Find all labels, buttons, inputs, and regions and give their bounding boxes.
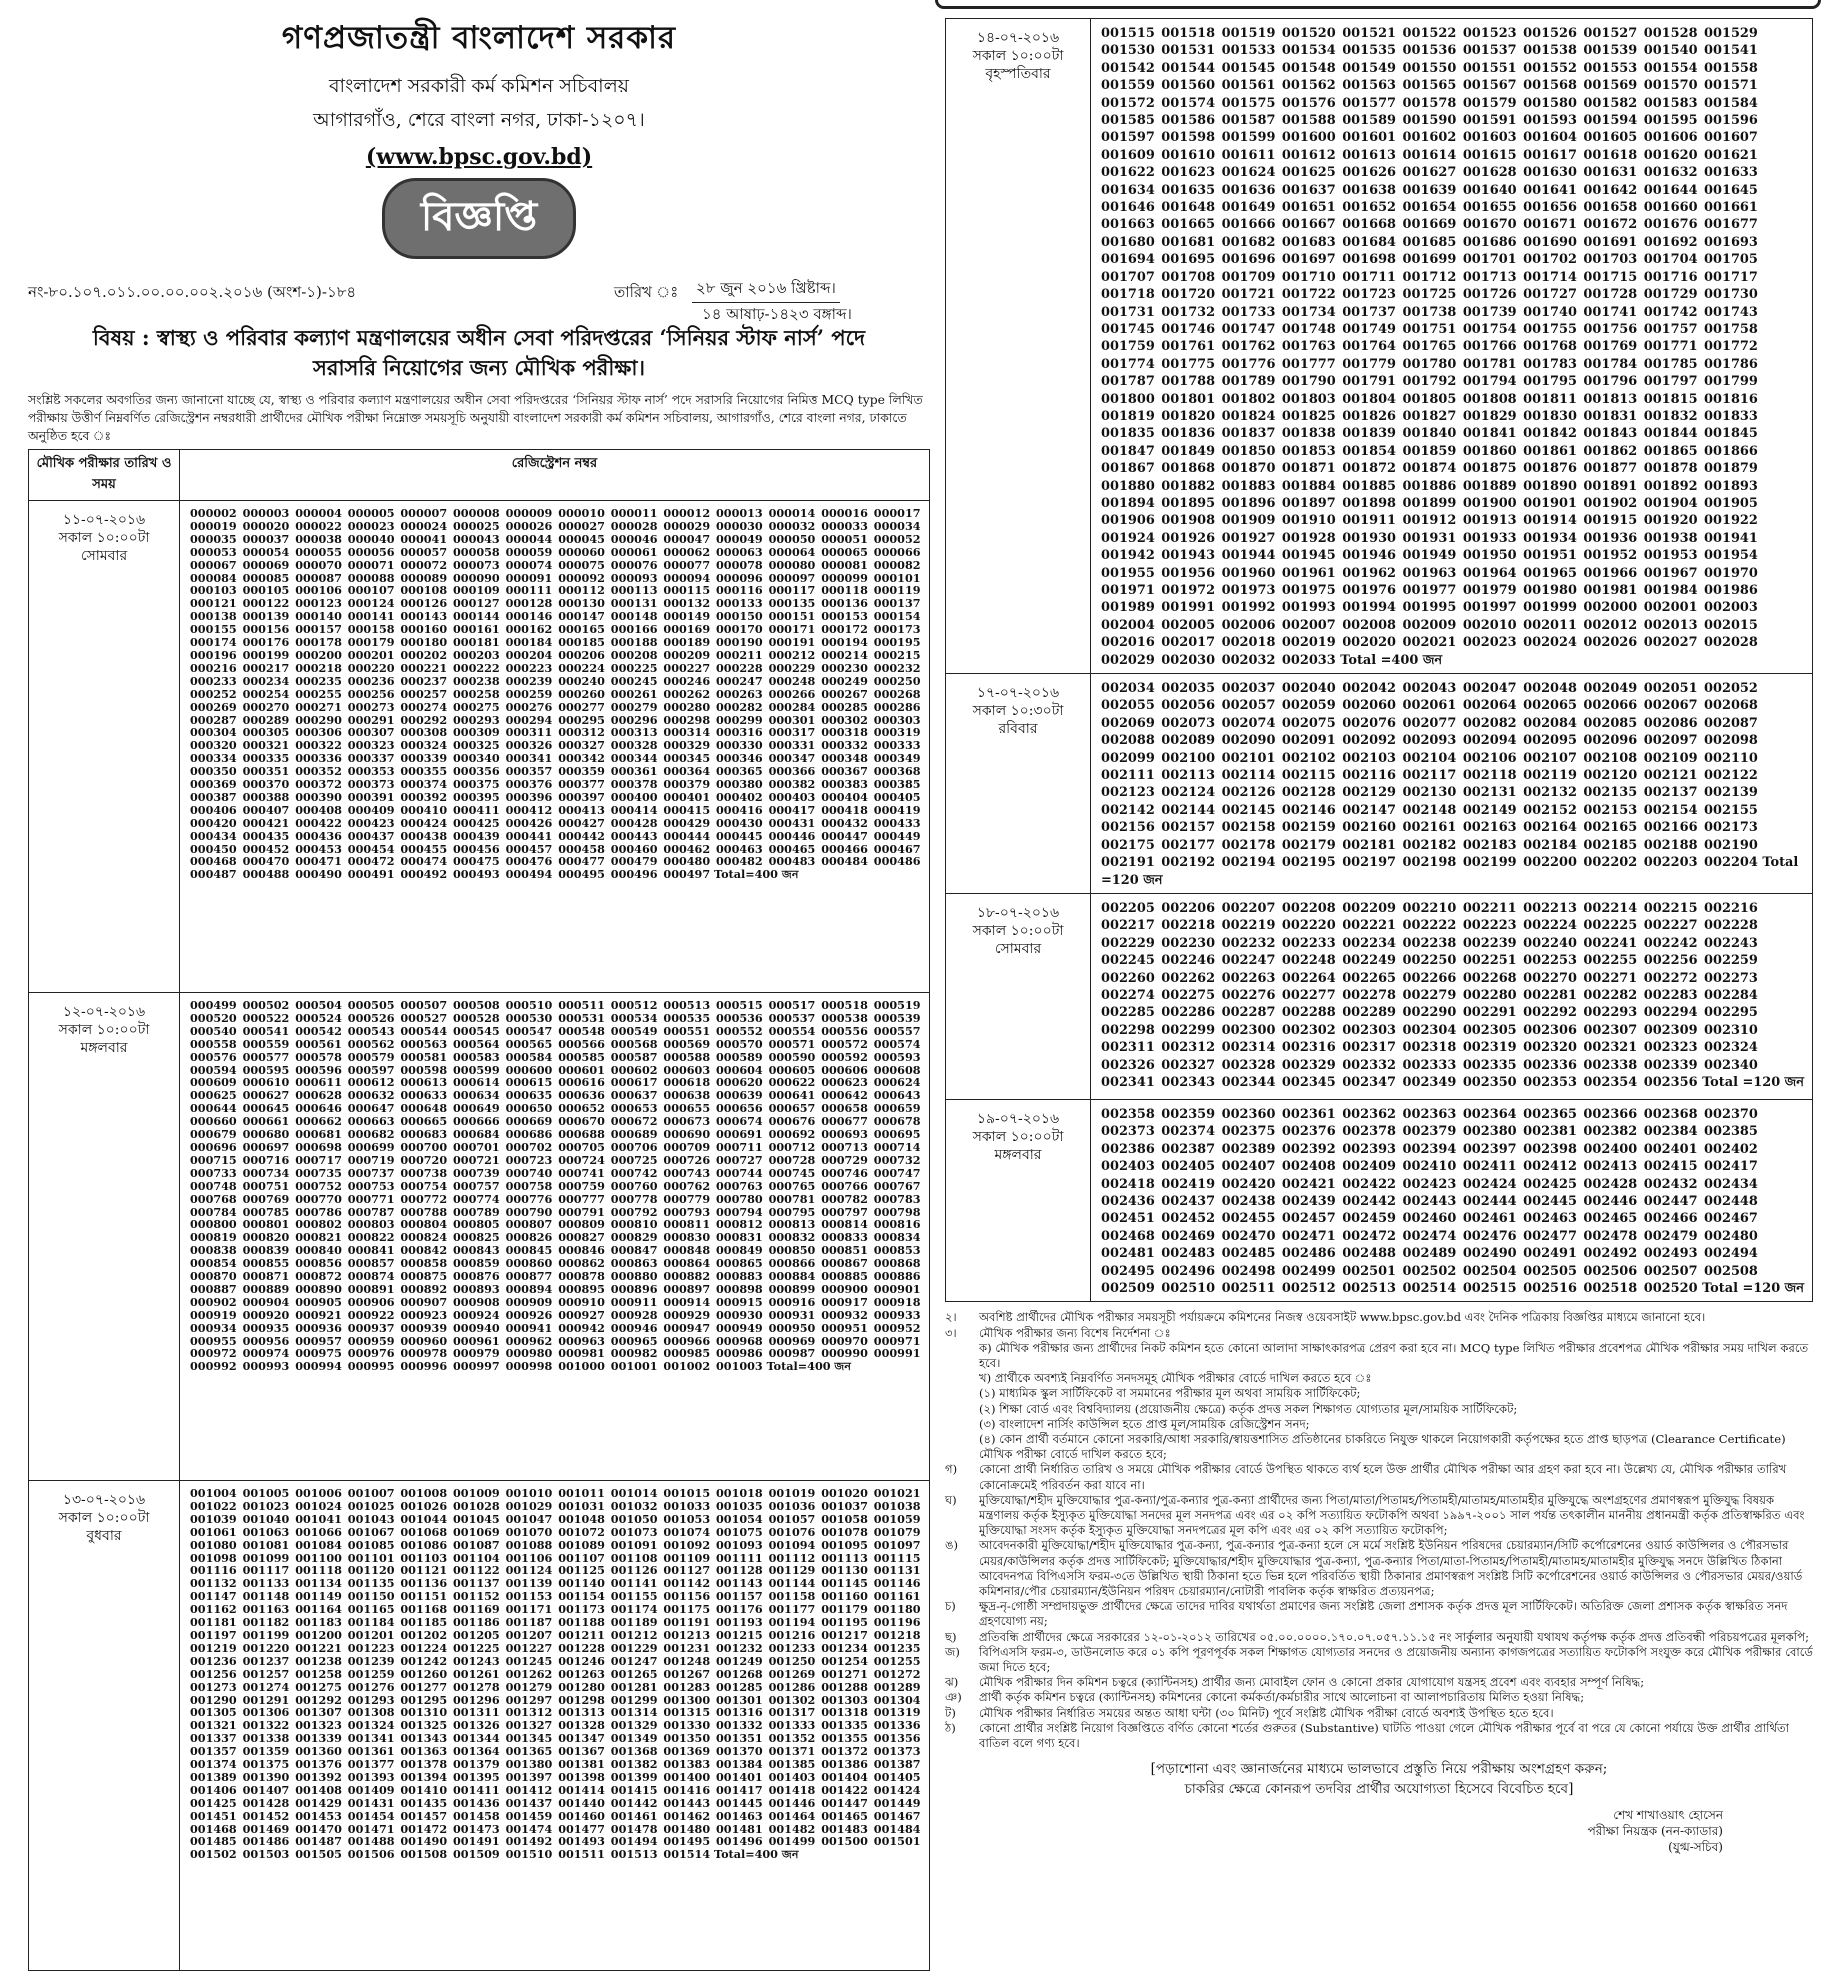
instruction-text: বিপিএসসি ফরম-৩, ডাউনলোড করে ০১ কপি পূরণপূর্বক সকল শিক্ষাগত যোগ্যতার সনদের ও প্রয়োজনীয় অন্যান্য কাগজপত্রের সত্যায়িত ফটোকপি সংযুক্ত করে মৌখিক পরীক্ষার বোর্ডে জমা দিতে হবে; (979, 1644, 1813, 1675)
total-count: Total=400 জন (766, 1359, 852, 1374)
instruction-item (945, 1599, 1813, 1629)
memo-number: নং-৮০.১০৭.০১১.০০.০০.০০২.২০১৬ (অংশ-১)-১৮৪ (28, 283, 357, 301)
date-label: তারিখ ঃ (614, 283, 679, 301)
instruction-text: কোনো প্রার্থী নির্ধারিত তারিখ ও সময়ে মৌখিক পরীক্ষার বোর্ডে উপস্থিত থাকতে ব্যর্থ হলে উক্ত প্রার্থীর মৌখিক পরীক্ষা আর গ্রহণ করা হবে না। উল্লেখ্য যে, মৌখিক পরীক্ষার তারিখ কোনোক্রমেই পরিবর্তন করা যাবে না। (979, 1462, 1787, 1492)
table-header-row (29, 450, 930, 501)
date-cell (946, 674, 1091, 894)
website-link[interactable]: (www.bpsc.gov.bd) (365, 144, 593, 170)
date-cell (946, 1099, 1091, 1301)
office-address: আগারগাঁও, শেরে বাংলা নগর, ঢাকা-১২০৭। (313, 109, 645, 131)
exam-time: সকাল ১০:৩০টা (972, 703, 1064, 720)
reg-cell (1091, 19, 1813, 674)
instruction-text: মৌখিক পরীক্ষার নির্ধারিত সময়ের অন্তত আধা ঘন্টা (৩০ মিনিট) পূর্বে সংশ্লিষ্ট মৌখিক পরীক্ষা বোর্ডে অবশ্যই উপস্থিত হতে হবে। (979, 1705, 1554, 1720)
registration-numbers: 000002 000003 000004 000005 000007 000008 000009 000010 000011 000012 000013 000014 000016 000017 000019 000020 000022 000023 000024 000025 000026 000027 000028 000029 000030 000032 000033 000034 000035 000037 000038 000040 000041 000043 000044 000045 000046 000047 000049 000050 000051 000052 000053 000054 000055 000056 000057 000058 000059 000060 000061 000062 000063 000064 000065 000066 000067 000069 000070 000071 000072 000073 000074 000075 000076 000077 000078 000080 000081 000082 000084 000085 000087 000088 000089 000090 000091 000092 000093 000094 000096 000097 000099 000101 000103 000105 000106 000107 000108 000109 000111 000112 000113 000115 000116 000117 000118 000119 000121 000122 000123 000124 000126 000127 000128 000130 000131 000132 000133 000135 000136 000137 000138 000139 000140 000141 000143 000144 000146 000147 000148 000149 000150 000151 000153 000154 000155 000156 000157 000158 000160 000161 000162 000165 000166 000169 000170 000171 000172 000173 000174 000176 000178 000179 000180 000181 000184 000185 000188 000189 000190 000191 000194 000195 000196 000199 000200 000201 000202 000203 000204 000206 000208 000209 000211 000212 000214 000215 000216 000217 000218 000220 000221 000222 000223 000224 000225 000227 000228 000229 000230 000232 000233 000234 000235 000236 000237 000238 000239 000240 000245 000246 000247 000248 000249 000250 000252 000254 000255 000256 000257 000258 000259 000260 000261 000262 000263 000266 000267 000268 000269 000270 000271 000273 000274 000275 000276 000277 000279 000280 000282 000284 000285 000286 000287 000289 000290 000291 000292 000293 000294 000295 000296 000298 000299 000301 000302 000303 000304 000305 000306 000307 000308 000309 000311 000312 000313 000314 000316 000317 000318 000319 000320 000321 000322 000323 000324 000325 000326 000327 000328 000329 000330 000331 000332 000333 000334 000335 000336 000337 000339 000340 000341 000342 000344 000345 000346 000347 000348 000349 000350 000351 000352 000353 000355 000356 000357 000359 000361 000364 000365 000366 000367 000368 000369 000370 000372 000373 000374 000375 000376 000377 000378 000379 000380 000382 000383 000385 000387 000388 000390 000391 000392 000395 000396 000397 000400 000401 000402 000403 000404 000405 000406 000407 000408 000409 000410 000411 000412 000413 000414 000415 000416 000417 000418 000419 000420 000421 000422 000423 000424 000425 000426 000427 000428 000429 000430 000431 000432 000433 000434 000435 000436 000437 000438 000439 000441 000442 000443 000444 000445 000446 000447 000449 000450 000452 000453 000454 000455 000456 000457 000458 000460 000462 000463 000465 000466 000467 000468 000470 000471 000472 000474 000475 000476 000477 000479 000480 000482 000483 000484 000486 000487 000488 000490 000491 000492 000493 000494 000495 000496 000497 (190, 506, 921, 882)
instruction-number: ঘ) (945, 1492, 957, 1507)
instruction-item (945, 1538, 1813, 1599)
reg-cell (180, 993, 930, 1481)
exam-day: সোমবার (80, 548, 128, 564)
total-count: Total=400 জন (714, 867, 799, 882)
exam-time: সকাল ১০:০০টা (58, 1510, 150, 1526)
exam-date: ১৩-০৭-২০১৬ (62, 1492, 146, 1508)
exam-time: সকাল ১০:০০টা (972, 922, 1064, 939)
schedule-row (29, 1481, 930, 1971)
notice-badge: বিজ্ঞপ্তি (382, 178, 576, 259)
instruction-number: ঠ) (945, 1720, 956, 1735)
schedule-row (946, 674, 1813, 894)
instruction-text: মৌখিক পরীক্ষার দিন কমিশন চত্বরে (ক্যান্টিনসহ) প্রার্থীর জন্য মোবাইল ফোন ও কোনো প্রকার যোগাযোগ যন্ত্রসহ প্রবেশ এবং ব্যবহার সম্পূর্ণ নিষিদ্ধ; (979, 1675, 1645, 1690)
date-bengali: ১৪ আষাঢ়-১৪২৩ বঙ্গাব্দ। (702, 305, 852, 323)
instruction-number: জ) (945, 1644, 960, 1659)
instruction-number: ২। (945, 1310, 957, 1325)
instruction-item (945, 1690, 1813, 1705)
schedule-row (946, 19, 1813, 674)
schedule-row (29, 501, 930, 993)
left-column (28, 14, 930, 1971)
signatory-title: পরীক্ষা নিয়ন্ত্রক (নন-ক্যাডার) (1587, 1824, 1723, 1839)
instruction-item (945, 1341, 1813, 1371)
exam-day: মঙ্গলবার (994, 1146, 1042, 1163)
exam-date: ১২-০৭-২০১৬ (62, 1004, 146, 1020)
office-name: বাংলাদেশ সরকারী কর্ম কমিশন সচিবালয় (328, 75, 629, 97)
instruction-number (945, 1386, 979, 1401)
total-count: Total =120 জন (1702, 1074, 1804, 1090)
registration-numbers: 002034 002035 002037 002040 002042 002043 002047 002048 002049 002051 002052 002055 002056 002057 002059 002060 002061 002064 002065 002066 002067 002068 002069 002073 002074 002075 002076 002077 002082 002084 002085 002086 002087 002088 002089 002090 002091 002092 002093 002094 002095 002096 002097 002098 002099 002100 002101 002102 002103 002104 002106 002107 002108 002109 002110 002111 002113 002114 002115 002116 002117 002118 002119 002120 002121 002122 002123 002124 002126 002128 002129 002130 002131 002132 002135 002137 002139 002142 002144 002145 002146 002147 002148 002149 002152 002153 002154 002155 002156 002157 002158 002159 002160 002161 002163 002164 002165 002166 002173 002175 002177 002178 002179 002181 002182 002183 002184 002185 002188 002190 002191 002192 002194 002195 002197 002198 002199 002200 002202 002203 002204 (1101, 681, 1758, 871)
instruction-item (945, 1493, 1813, 1539)
reg-cell (1091, 1099, 1813, 1301)
instruction-text: খ) প্রার্থীকে অবশ্যই নিম্নবর্ণিত সনদসমূহ মৌখিক পরীক্ষার বোর্ডে দাখিল করতে হবে ঃ (979, 1371, 1372, 1386)
instruction-text: (২) শিক্ষা বোর্ড এবং বিশ্ববিদ্যালয় (প্রয়োজনীয় ক্ষেত্রে) কর্তৃক প্রদত্ত সকল শিক্ষাগত যোগ্যতার মূল/সাময়িক সার্টিফিকেট; (979, 1401, 1518, 1416)
instruction-text: প্রতিবন্ধি প্রার্থীদের ক্ষেত্রে সরকারের ১২-০১-২০১২ তারিখের ০৫.০০.০০০০.১৭০.০৭.০৫৭.১১.১৫ নং সার্কুলার অনুযায়ী যথাযথ কর্তৃপক্ষ কর্তৃক প্রদত্ত প্রতিবন্ধী পরিচয়পত্রের মূলকপি; (979, 1629, 1810, 1644)
schedule-table-right (945, 18, 1813, 1302)
exam-day: সোমবার (994, 940, 1042, 957)
instruction-text: (৩) বাংলাদেশ নার্সিং কাউন্সিল হতে প্রাপ্ত মূল/সাময়িক রেজিস্ট্রেশন সনদ; (979, 1416, 1310, 1431)
instruction-item (945, 1310, 1813, 1325)
exam-date: ১৭-০৭-২০১৬ (976, 685, 1060, 702)
instruction-item (945, 1706, 1813, 1721)
reg-cell (1091, 674, 1813, 894)
instruction-item (945, 1721, 1813, 1751)
top-border (935, 0, 1821, 9)
date-cell (29, 993, 180, 1481)
exam-day: বৃহস্পতিবার (985, 66, 1051, 82)
closing-line: চাকরির ক্ষেত্রে কোনরূপ তদবির প্রার্থীর অযোগ্যতা হিসেবে বিবেচিত হবে] (1184, 1781, 1574, 1798)
instruction-item (945, 1417, 1813, 1432)
instruction-number: ঞ) (945, 1690, 962, 1705)
reg-cell (180, 501, 930, 993)
instruction-text: মৌখিক পরীক্ষার জন্য বিশেষ নির্দেশনা ঃ (979, 1325, 1171, 1340)
signatory-rank: (যুগ্ম-সচিব) (1668, 1840, 1723, 1855)
instructions (945, 1310, 1813, 1751)
right-column (945, 14, 1813, 1855)
subject-line: বিষয় : স্বাস্থ্য ও পরিবার কল্যাণ মন্ত্রণালয়ের অধীন সেবা পরিদপ্তরের ‘সিনিয়র স্টাফ নার্স’ পদে সরাসরি নিয়োগের জন্য মৌখিক পরীক্ষা। (92, 325, 866, 380)
exam-time: সকাল ১০:০০টা (58, 530, 150, 546)
exam-day: মঙ্গলবার (80, 1040, 128, 1056)
total-count: Total=400 জন (714, 1847, 799, 1862)
instruction-item (945, 1432, 1813, 1462)
date-cell (29, 501, 180, 993)
instruction-number (945, 1402, 979, 1417)
govt-title: গণপ্রজাতন্ত্রী বাংলাদেশ সরকার (281, 20, 677, 56)
instruction-number: ছ) (945, 1629, 957, 1644)
closing-remark (945, 1759, 1813, 1799)
registration-numbers: 002358 002359 002360 002361 002362 002363 002364 002365 002366 002368 002370 002373 002374 002375 002376 002378 002379 002380 002381 002382 002384 002385 002386 002387 002389 002392 002393 002394 002397 002398 002400 002401 002402 002403 002405 002407 002408 002409 002410 002411 002412 002413 002415 002417 002418 002419 002420 002421 002422 002423 002424 002425 002428 002432 002434 002436 002437 002438 002439 002442 002443 002444 002445 002446 002447 002448 002451 002452 002455 002457 002459 002460 002461 002463 002465 002466 002467 002468 002469 002470 002471 002472 002474 002476 002477 002478 002479 002480 002481 002483 002485 002486 002488 002489 002490 002491 002492 002493 002494 002495 002496 002498 002499 002501 002502 002504 002505 002506 002507 002508 002509 002510 002511 002512 002513 002514 002515 002516 002518 002520 (1101, 1106, 1758, 1296)
instruction-number: ট) (945, 1705, 956, 1720)
instruction-item (945, 1326, 1813, 1341)
instruction-item (945, 1462, 1813, 1492)
instruction-item (945, 1371, 1813, 1386)
instruction-number: গ) (945, 1462, 958, 1477)
exam-date: ১৮-০৭-২০১৬ (976, 904, 1060, 921)
exam-day: বুধবার (86, 1528, 122, 1544)
intro-paragraph: সংশ্লিষ্ট সকলের অবগতির জন্য জানানো যাচ্ছে যে, স্বাস্থ্য ও পরিবার কল্যাণ মন্ত্রণালয়ের অধীন সেবা পরিদপ্তরের ‘সিনিয়র স্টাফ নার্স’ পদে সরাসরি নিয়োগের নিমিত্ত MCQ type লিখিত পরীক্ষায় উত্তীর্ণ নিম্নবর্ণিত রেজিস্ট্রেশন নম্বরধারী প্রার্থীদের মৌখিক পরীক্ষা নিম্নোক্ত সময়সূচি অনুযায়ী বাংলাদেশ সরকারী কর্ম কমিশন সচিবালয়, আগারগাঁও, শেরে বাংলা নগর, ঢাকাতে অনুষ্ঠিত হবে ঃ (28, 392, 923, 443)
instruction-text: আবেদনকারী মুক্তিযোদ্ধা/শহীদ মুক্তিযোদ্ধার পুত্র-কন্যা, পুত্র-কন্যার পুত্র-কন্যা হলে সে মর্মে সংশ্লিষ্ট ইউনিয়ন পরিষদের চেয়ারম্যান/সিটি কর্পোরেশনের ওয়ার্ড কাউন্সিলর ও পৌরসভার মেয়র/কাউন্সিলর কর্তৃক প্রদত্ত সার্টিফিকেট; মুক্তিযোদ্ধার/শহীদ মুক্তিযোদ্ধার পুত্র-কন্যা, পুত্র-কন্যার পিতা/মাতা-পিতামহ/পিতামহী/মাতামহ/মাতামহীর মুক্তিযুদ্ধ সনদে উল্লিখিত ঠিকানা আবেদনপত্র বিপিএসসি ফরম-৩তে উল্লিখিত স্থায়ী ঠিকানা হতে ভিন্ন হলে পরিবর্তিত স্থায়ী ঠিকানার প্রমাণস্বরূপ সংশ্লিষ্ট সিটি কর্পোরেশনের ওয়ার্ড কাউন্সিলর ও পৌরসভার মেয়র/ওয়ার্ড কমিশনার/পৌর চেয়ারম্যান/ইউনিয়ন পরিষদ চেয়ারম্যান/নোটারী পাবলিক কর্তৃক স্বাক্ষরিত প্রত্যয়নপত্র; (979, 1538, 1803, 1599)
instruction-item (945, 1386, 1813, 1401)
header-reg-col: রেজিস্ট্রেশন নম্বর (180, 450, 930, 501)
instruction-item (945, 1402, 1813, 1417)
schedule-row (29, 993, 930, 1481)
instruction-text: কোনো প্রার্থীর সংশ্লিষ্ট নিয়োগ বিজ্ঞপ্তিতে বর্ণিত কোনো শর্তের গুরুতর (Substantive) ঘাটতি পাওয়া গেলে মৌখিক পরীক্ষার পূর্বে বা পরে যে কোনো পর্যায়ে উক্ত প্রার্থীর প্রার্থিতা বাতিল বলে গণ্য হবে। (979, 1720, 1790, 1751)
instruction-text: প্রার্থী কর্তৃক কমিশন চত্বরে (ক্যান্টিনসহ) কমিশনের কোনো কর্মকর্তা/কর্মচারীর সাথে আলোচনা বা আলাপচারিতায় মিলিত হওয়া নিষিদ্ধ; (979, 1690, 1585, 1705)
instruction-number: ঝ) (945, 1675, 959, 1690)
instruction-number (945, 1432, 979, 1462)
registration-numbers: 001004 001005 001006 001007 001008 001009 001010 001011 001014 001015 001018 001019 001020 001021 001022 001023 001024 001025 001026 001028 001029 001031 001032 001033 001035 001036 001037 001038 001039 001040 001041 001043 001044 001045 001047 001048 001050 001053 001054 001057 001058 001059 001061 001063 001066 001067 001068 001069 001070 001072 001073 001074 001075 001076 001078 001079 001080 001081 001084 001085 001086 001087 001088 001089 001091 001092 001093 001094 001095 001097 001098 001099 001100 001101 001103 001104 001106 001107 001108 001109 001111 001112 001113 001115 001116 001117 001118 001120 001121 001122 001124 001125 001126 001127 001128 001129 001130 001131 001132 001133 001134 001135 001136 001137 001139 001140 001141 001142 001143 001144 001145 001146 001147 001148 001149 001150 001151 001152 001153 001154 001155 001156 001157 001158 001160 001161 001162 001163 001164 001165 001168 001169 001171 001173 001174 001175 001176 001177 001179 001180 001181 001182 001183 001184 001185 001186 001187 001188 001189 001191 001193 001194 001195 001196 001197 001199 001200 001201 001202 001205 001207 001211 001212 001213 001215 001216 001217 001218 001219 001220 001221 001223 001224 001225 001227 001228 001229 001231 001232 001233 001234 001235 001236 001237 001238 001239 001242 001243 001245 001246 001247 001248 001249 001250 001254 001255 001256 001257 001258 001259 001260 001261 001262 001263 001265 001267 001268 001269 001271 001272 001273 001274 001275 001276 001277 001278 001279 001280 001281 001283 001285 001286 001288 001289 001290 001291 001292 001293 001295 001296 001297 001298 001299 001300 001301 001302 001303 001304 001305 001306 001307 001308 001310 001311 001312 001313 001314 001315 001316 001317 001318 001319 001321 001322 001323 001324 001325 001326 001327 001328 001329 001330 001332 001333 001335 001336 001337 001338 001339 001341 001343 001344 001345 001347 001349 001350 001351 001352 001355 001356 001357 001359 001360 001361 001363 001364 001365 001367 001368 001369 001370 001371 001372 001373 001374 001375 001376 001377 001378 001379 001380 001381 001382 001383 001384 001385 001386 001387 001389 001390 001392 001393 001394 001395 001397 001398 001399 001400 001401 001403 001404 001405 001406 001407 001408 001409 001410 001411 001412 001414 001415 001416 001417 001418 001422 001424 001425 001428 001429 001431 001435 001436 001437 001440 001442 001443 001445 001446 001447 001449 001451 001452 001453 001454 001457 001458 001459 001460 001461 001462 001463 001464 001465 001467 001468 001469 001470 001471 001472 001473 001474 001477 001478 001480 001481 001482 001483 001484 001485 001486 001487 001488 001490 001491 001492 001493 001494 001495 001496 001499 001500 001501 001502 001503 001505 001506 001508 001509 001510 001511 001513 001514 (190, 1486, 921, 1862)
exam-date: ১১-০৭-২০১৬ (62, 512, 146, 528)
memo-line (28, 273, 930, 323)
instruction-text: মুক্তিযোদ্ধা/শহীদ মুক্তিযোদ্ধার পুত্র-কন্যা/পুত্র-কন্যার পুত্র-কন্যা প্রার্থীদের জন্য পিতা/মাতা/পিতামহ/পিতামহী/মাতামহ/মাতামহীর মুক্তিযুদ্ধে অংশগ্রহণের প্রমাণস্বরূপ মুক্তিযুদ্ধ বিষয়ক মন্ত্রণালয় কর্তৃক ইস্যুকৃত মুক্তিযোদ্ধা সনদের মূল সনদপত্র এবং এর ০২ কপি সত্যায়িত ফটোকপি অথবা ১৯৯৭-২০০১ সাল পর্যন্ত তৎকালীন মাননীয় প্রধানমন্ত্রী কর্তৃক প্রতিস্বাক্ষরিত এবং মুক্তিযোদ্ধা সংসদ কর্তৃক ইস্যুকৃত মুক্তিযোদ্ধা সনদপত্রের মূল কপি এবং এর ০২ কপি সত্যায়িত ফটোকপি; (979, 1492, 1805, 1538)
instruction-number (945, 1341, 979, 1371)
date-cell (946, 893, 1091, 1099)
total-count: Total =120 জন (1101, 855, 1799, 888)
registration-numbers: 002205 002206 002207 002208 002209 002210 002211 002213 002214 002215 002216 002217 002218 002219 002220 002221 002222 002223 002224 002225 002227 002228 002229 002230 002232 002233 002234 002238 002239 002240 002241 002242 002243 002245 002246 002247 002248 002249 002250 002251 002253 002255 002256 002259 002260 002262 002263 002264 002265 002266 002268 002270 002271 002272 002273 002274 002275 002276 002277 002278 002279 002280 002281 002282 002283 002284 002285 002286 002287 002288 002289 002290 002291 002292 002293 002294 002295 002298 002299 002300 002302 002303 002304 002305 002306 002307 002309 002310 002311 002312 002314 002316 002317 002318 002319 002320 002321 002323 002324 002326 002327 002328 002329 002332 002333 002335 002336 002338 002339 002340 002341 002343 002344 002345 002347 002349 002350 002353 002354 002356 (1101, 900, 1758, 1090)
exam-time: সকাল ১০:০০টা (972, 1128, 1064, 1145)
total-count: Total =400 জন (1340, 652, 1443, 668)
instruction-text: (৪) কোন প্রার্থী বর্তমানে কোনো সরকারি/আধা সরকারি/স্বায়ত্তশাসিত প্রতিষ্ঠানের চাকরিতে নিযুক্ত থাকলে নিয়োগকারী কর্তৃপক্ষের হতে প্রাপ্ত ছাড়পত্র (Clearance Certificate) মৌখিক পরীক্ষা বোর্ডে দাখিল করতে হবে; (979, 1432, 1786, 1462)
exam-time: সকাল ১০:০০টা (972, 48, 1064, 64)
instruction-text: (১) মাধ্যমিক স্কুল সার্টিফিকেট বা সমমানের পরীক্ষার মূল অথবা সাময়িক সার্টিফিকেট; (979, 1386, 1361, 1401)
instruction-text: অবশিষ্ট প্রার্থীদের মৌখিক পরীক্ষার সময়সূচী পর্যায়ক্রমে কমিশনের নিজস্ব ওয়েবসাইট www.bpsc.gov.bd এবং দৈনিক পত্রিকায় বিজ্ঞপ্তির মাধ্যমে জানানো হবে। (979, 1310, 1706, 1325)
schedule-row (946, 1099, 1813, 1301)
registration-numbers: 000499 000502 000504 000505 000507 000508 000510 000511 000512 000513 000515 000517 000518 000519 000520 000522 000524 000526 000527 000528 000530 000531 000534 000535 000536 000537 000538 000539 000540 000541 000542 000543 000544 000545 000547 000548 000549 000551 000552 000554 000556 000557 000558 000559 000561 000562 000563 000564 000565 000566 000568 000569 000570 000571 000572 000574 000576 000577 000578 000579 000581 000583 000584 000585 000587 000588 000589 000590 000592 000593 000594 000595 000596 000597 000598 000599 000600 000601 000602 000603 000604 000605 000606 000608 000609 000610 000611 000612 000613 000614 000615 000616 000617 000618 000620 000622 000623 000624 000625 000627 000628 000632 000633 000634 000635 000636 000637 000638 000639 000641 000642 000643 000644 000645 000646 000647 000648 000649 000650 000652 000653 000655 000656 000657 000658 000659 000660 000661 000662 000663 000665 000666 000669 000670 000672 000673 000674 000676 000677 000678 000679 000680 000681 000682 000683 000684 000686 000688 000689 000690 000691 000692 000693 000695 000696 000697 000698 000699 000700 000701 000702 000705 000706 000709 000711 000712 000713 000714 000715 000716 000717 000719 000720 000721 000723 000724 000725 000726 000727 000728 000729 000732 000733 000734 000735 000737 000738 000739 000740 000741 000742 000743 000744 000745 000746 000747 000748 000751 000752 000753 000754 000757 000758 000759 000760 000762 000763 000765 000766 000767 000768 000769 000770 000771 000772 000774 000776 000777 000778 000779 000780 000781 000782 000783 000784 000785 000786 000787 000788 000789 000790 000791 000792 000793 000794 000795 000797 000798 000800 000801 000802 000803 000804 000805 000807 000809 000810 000811 000812 000813 000814 000816 000819 000820 000821 000822 000824 000825 000826 000827 000829 000830 000831 000832 000833 000834 000838 000839 000840 000841 000842 000843 000845 000846 000847 000848 000849 000850 000851 000853 000854 000855 000856 000857 000858 000859 000860 000862 000863 000864 000865 000866 000867 000868 000870 000871 000872 000874 000875 000876 000877 000878 000880 000882 000883 000884 000885 000886 000887 000889 000890 000891 000892 000893 000894 000895 000896 000897 000898 000899 000900 000901 000902 000904 000905 000906 000907 000908 000909 000910 000911 000914 000915 000916 000917 000918 000919 000920 000921 000922 000923 000924 000926 000927 000928 000929 000930 000931 000932 000933 000934 000935 000936 000937 000939 000940 000941 000942 000946 000947 000949 000950 000951 000952 000955 000956 000957 000959 000960 000961 000962 000963 000965 000966 000968 000969 000970 000971 000972 000974 000975 000976 000978 000979 000980 000981 000982 000985 000986 000987 000990 000991 000992 000993 000994 000995 000996 000997 000998 001000 001001 001002 001003 (190, 998, 921, 1374)
exam-day: রবিবার (998, 721, 1038, 738)
instruction-item (945, 1675, 1813, 1690)
instruction-item (945, 1645, 1813, 1675)
date-cell (946, 19, 1091, 674)
date-gregorian: ২৮ জুন ২০১৬ খ্রিষ্টাব্দ। (692, 277, 840, 303)
schedule-table-left (28, 449, 930, 1971)
instruction-number: চ) (945, 1599, 956, 1614)
date-cell (29, 1481, 180, 1971)
header-date-col: মৌখিক পরীক্ষার তারিখ ও সময় (29, 450, 180, 501)
instruction-text: ক্ষুদ্র-নৃ-গোষ্ঠী সম্প্রদায়ভুক্ত প্রার্থীদের ক্ষেত্রে তাদের দাবির যথার্থতা প্রমাণের জন্য সংশ্লিষ্ট জেলা প্রশাসক কর্তৃক প্রদত্ত মূল সার্টিফিকেট। অতিরিক্ত জেলা প্রশাসক কর্তৃক স্বাক্ষরিত সনদ গ্রহণযোগ্য নয়; (979, 1599, 1788, 1629)
exam-date: ১৪-০৭-২০১৬ (976, 30, 1060, 46)
signatory-name: শেখ শাখাওয়াৎ হোসেন (1613, 1808, 1723, 1823)
schedule-row (946, 893, 1813, 1099)
registration-numbers: 001515 001518 001519 001520 001521 001522 001523 001526 001527 001528 001529 001530 001531 001533 001534 001535 001536 001537 001538 001539 001540 001541 001542 001544 001545 001548 001549 001550 001551 001552 001553 001554 001558 001559 001560 001561 001562 001563 001565 001567 001568 001569 001570 001571 001572 001574 001575 001576 001577 001578 001579 001580 001582 001583 001584 001585 001586 001587 001588 001589 001590 001591 001593 001594 001595 001596 001597 001598 001599 001600 001601 001602 001603 001604 001605 001606 001607 001609 001610 001611 001612 001613 001614 001615 001617 001618 001620 001621 001622 001623 001624 001625 001626 001627 001628 001630 001631 001632 001633 001634 001635 001636 001637 001638 001639 001640 001641 001642 001644 001645 001646 001648 001649 001651 001652 001654 001655 001656 001658 001660 001661 001663 001665 001666 001667 001668 001669 001670 001671 001672 001676 001677 001680 001681 001682 001683 001684 001685 001686 001690 001691 001692 001693 001694 001695 001696 001697 001698 001699 001701 001702 001703 001704 001705 001707 001708 001709 001710 001711 001712 001713 001714 001715 001716 001717 001718 001720 001721 001722 001723 001725 001726 001727 001728 001729 001730 001731 001732 001733 001734 001737 001738 001739 001740 001741 001742 001743 001745 001746 001747 001748 001749 001751 001754 001755 001756 001757 001758 001759 001761 001762 001763 001764 001765 001766 001768 001769 001771 001772 001774 001775 001776 001777 001779 001780 001781 001783 001784 001785 001786 001787 001788 001789 001790 001791 001792 001794 001795 001796 001797 001799 001800 001801 001802 001803 001804 001805 001808 001811 001813 001815 001816 001819 001820 001824 001825 001826 001827 001829 001830 001831 001832 001833 001835 001836 001837 001838 001839 001840 001841 001842 001843 001844 001845 001847 001849 001850 001853 001854 001859 001860 001861 001862 001865 001866 001867 001868 001870 001871 001872 001874 001875 001876 001877 001878 001879 001880 001882 001883 001884 001885 001886 001889 001890 001891 001892 001893 001894 001895 001896 001897 001898 001899 001900 001901 001902 001904 001905 001906 001908 001909 001910 001911 001912 001913 001914 001915 001920 001922 001924 001926 001927 001928 001930 001931 001933 001934 001936 001938 001941 001942 001943 001944 001945 001946 001949 001950 001951 001952 001953 001954 001955 001956 001960 001961 001962 001963 001964 001965 001966 001967 001970 001971 001972 001973 001975 001976 001977 001979 001980 001981 001984 001986 001989 001991 001992 001993 001994 001995 001997 001999 002000 002001 002003 002004 002005 002006 002007 002008 002009 002010 002011 002012 002013 002015 002016 002017 002018 002019 002020 002021 002023 002024 002026 002027 002028 002029 002030 002032 002033 (1101, 26, 1758, 668)
reg-cell (180, 1481, 930, 1971)
instruction-number (945, 1417, 979, 1432)
instruction-number (945, 1371, 979, 1386)
closing-line: [পড়াশোনা এবং জ্ঞানার্জনের মাধ্যমে ভালভাবে প্রস্তুতি নিয়ে পরীক্ষায় অংশগ্রহণ করুন; (1150, 1761, 1608, 1778)
reg-cell (1091, 893, 1813, 1099)
exam-time: সকাল ১০:০০টা (58, 1022, 150, 1038)
letterhead (28, 14, 930, 259)
instruction-number: ৩। (945, 1325, 957, 1340)
signature-block (945, 1807, 1813, 1855)
exam-date: ১৯-০৭-২০১৬ (976, 1110, 1060, 1127)
instruction-number: ঙ) (945, 1538, 959, 1553)
instruction-text: ক) মৌখিক পরীক্ষার জন্য প্রার্থীদের নিকট কমিশন হতে কোনো আলাদা সাক্ষাৎকারপত্র প্রেরণ করা হবে না। MCQ type লিখিত পরীক্ষার প্রবেশপত্র মৌখিক পরীক্ষার সময় দাখিল করতে হবে। (979, 1340, 1809, 1370)
total-count: Total =120 জন (1702, 1280, 1804, 1296)
instruction-item (945, 1630, 1813, 1645)
